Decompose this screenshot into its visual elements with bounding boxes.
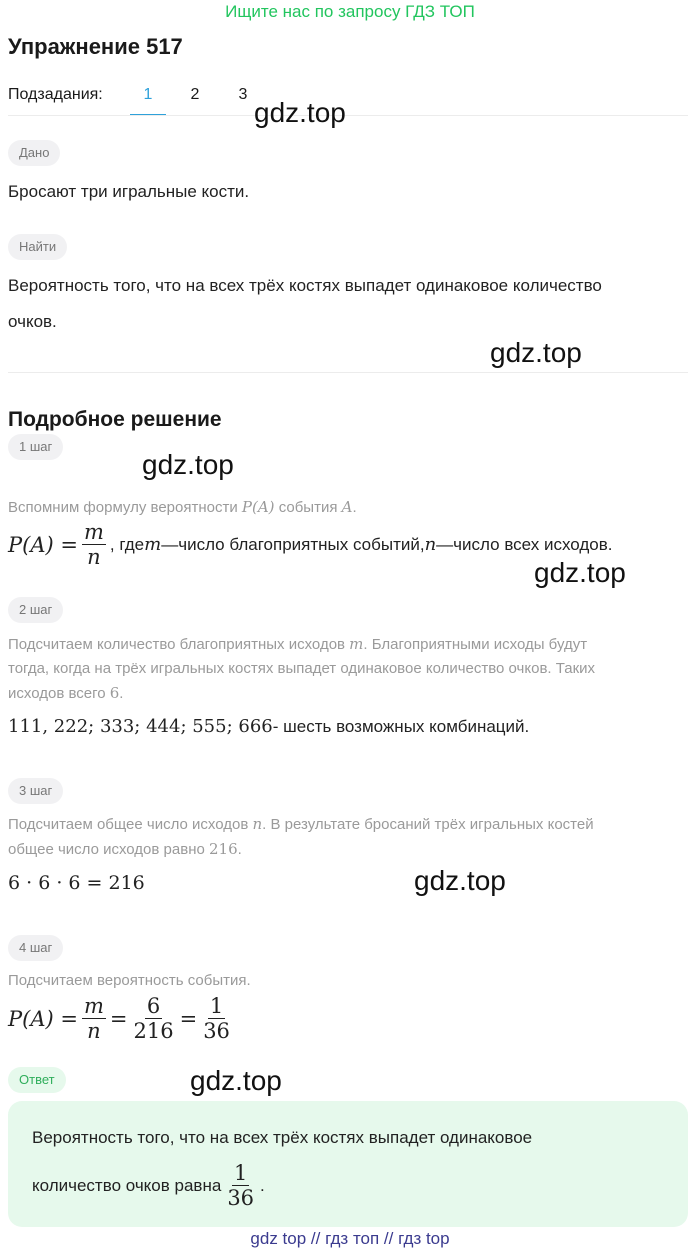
- step-3-chip: 3 шаг: [8, 778, 63, 804]
- watermark: gdz.top: [534, 557, 626, 588]
- step-3-hint: Подсчитаем общее число исходов n. В результате бросаний трёх игральных костей общее число исходов равно 216.: [8, 815, 594, 858]
- step-2-hint: Подсчитаем количество благоприятных исходов m. Благоприятными исходы будут тогда, когда на трёх игральных костях выпадет одинаковое количество очков. Таких исходов всего 6.: [8, 635, 596, 702]
- watermark: gdz.top: [414, 865, 506, 896]
- tab-subtask-1[interactable]: 1: [130, 86, 166, 116]
- step-4-chip: 4 шаг: [8, 935, 63, 961]
- find-text-line2: очков.: [8, 312, 57, 331]
- step-1-chip: 1 шаг: [8, 434, 63, 460]
- step-1-formula: P(A) = $\frac{m}{n}$ , где m —число благоприятных событий, n —число всех исходов.: [8, 520, 613, 569]
- step-3-formula: 6 · 6 · 6 = 216: [8, 872, 145, 894]
- watermark: gdz.top: [254, 97, 346, 128]
- subtasks-nav: [8, 86, 103, 116]
- answer-box: [8, 1101, 688, 1227]
- tab-subtask-2[interactable]: 2: [190, 86, 200, 103]
- step-4-hint: Подсчитаем вероятность события.: [8, 972, 251, 989]
- watermark: gdz.top: [490, 337, 582, 368]
- divider: [8, 115, 688, 116]
- find-chip: Найти: [8, 234, 67, 260]
- subtasks-label: Подзадания:: [8, 86, 103, 103]
- watermark: gdz.top: [190, 1065, 282, 1096]
- answer-text-line2: количество очков равна $\frac{1}{36}$ .: [32, 1161, 265, 1210]
- step-1-hint: Вспомним формулу вероятности P(A) события A.: [8, 498, 357, 516]
- footer-links: gdz top // гдз топ // гдз top: [250, 1229, 450, 1248]
- page-title: Упражнение 517: [8, 34, 183, 59]
- step-2-formula: 111, 222; 333; 444; 555; 666 - шесть возможных комбинаций.: [8, 716, 530, 737]
- watermark: gdz.top: [142, 449, 234, 480]
- given-chip: Дано: [8, 140, 60, 166]
- divider: [8, 372, 688, 373]
- search-banner: Ищите нас по запросу ГДЗ ТОП: [225, 2, 475, 21]
- solution-title: Подробное решение: [8, 408, 222, 431]
- find-text-line1: Вероятность того, что на всех трёх костях выпадет одинаковое количество: [8, 276, 602, 295]
- answer-chip: Ответ: [8, 1067, 66, 1093]
- step-2-chip: 2 шаг: [8, 597, 63, 623]
- tab-subtask-3[interactable]: 3: [238, 86, 248, 103]
- given-text: Бросают три игральные кости.: [8, 182, 250, 201]
- step-4-formula: P(A) = $\frac{m}{n}$ = $\frac{6}{216}$ = $\frac{1}{36}$: [8, 994, 230, 1043]
- answer-text-line1: Вероятность того, что на всех трёх костях выпадет одинаковое: [32, 1128, 533, 1147]
